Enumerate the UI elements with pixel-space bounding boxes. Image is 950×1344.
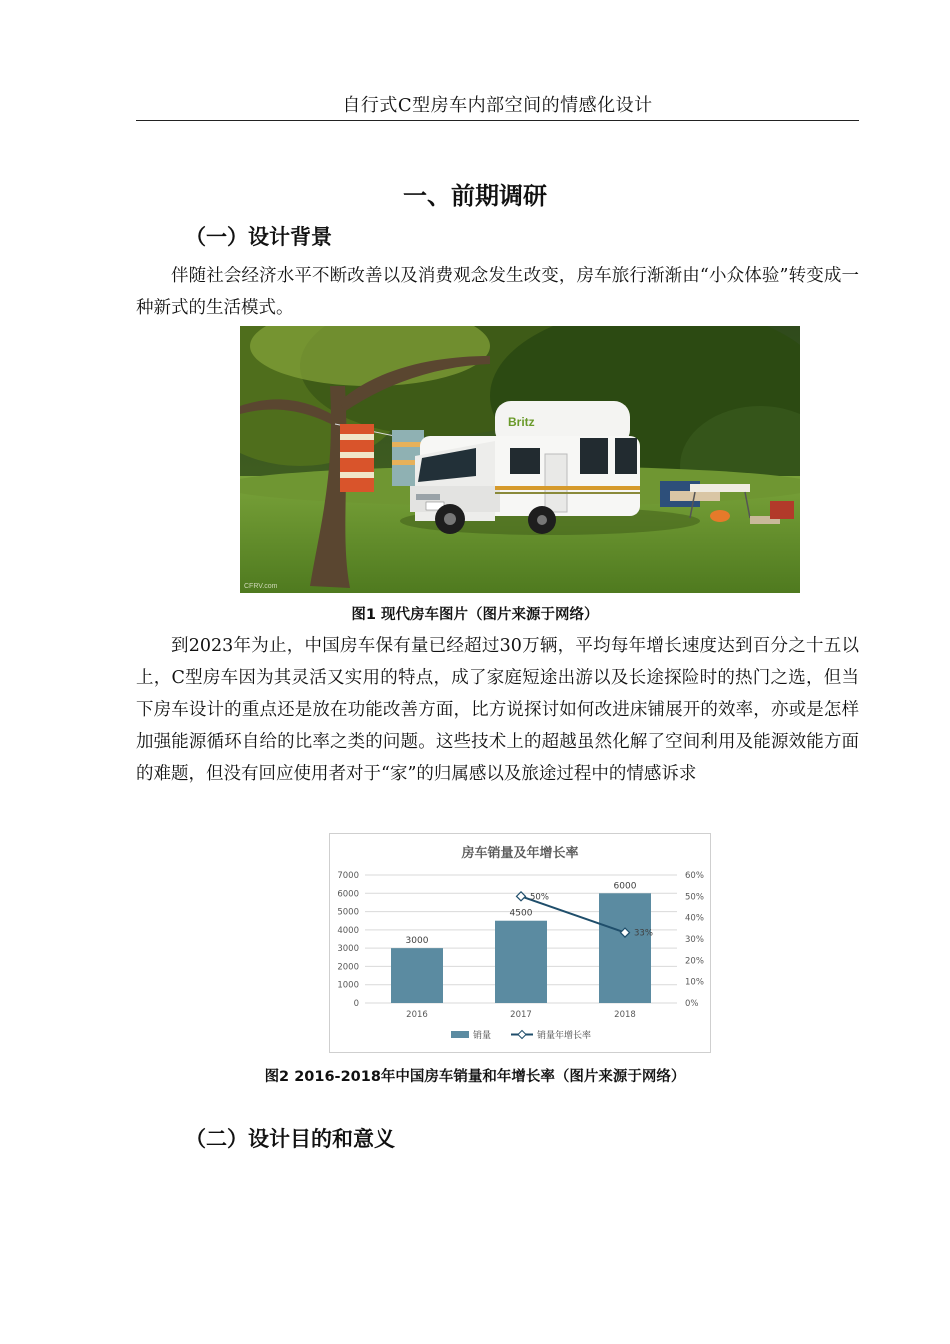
y-right-tick-label: 0% xyxy=(685,999,699,1009)
paragraph-market: 到2023年为止，中国房车保有量已经超过30万辆，平均每年增长速度达到百分之十五以上，C型房车因为其灵活又实用的特点，成了家庭短途出游以及长途探险时的热门之选，但当下房车设计的重点还是放在功能改善方面，比方说探讨如何改进床铺展开的效率，亦或是怎样加强能源循环自给的比率之类的问题。这些技术上的超越虽然化解了空间利用及能源效能方面的难题，但没有回应使用者对于“家”的归属感以及旅途过程中的情感诉求 xyxy=(136,636,859,784)
x-tick-label: 2016 xyxy=(406,1010,428,1020)
bar xyxy=(599,893,651,1003)
figure1-caption: 图1 现代房车图片（图片来源于网络） xyxy=(351,607,599,623)
rv-photo xyxy=(240,326,800,593)
y-right-tick-label: 30% xyxy=(685,935,704,945)
bar-value-label: 6000 xyxy=(613,881,637,892)
paragraph-intro: 伴随社会经济水平不断改善以及消费观念发生改变，房车旅行渐渐由“小众体验”转变成一种新式的生活模式。 xyxy=(136,266,859,318)
subsection-heading-purpose: （二）设计目的和意义 xyxy=(185,1127,395,1151)
subsection-heading-background: （一）设计背景 xyxy=(185,225,332,249)
bar xyxy=(495,921,547,1003)
growth-value-label: 50% xyxy=(530,892,549,903)
legend-label-bar: 销量 xyxy=(473,1031,492,1041)
y-right-tick-label: 50% xyxy=(685,892,704,903)
y-right-tick-label: 10% xyxy=(685,977,704,988)
y-left-tick-label: 4000 xyxy=(337,925,359,936)
bar-value-label: 3000 xyxy=(405,936,429,947)
y-left-tick-label: 1000 xyxy=(337,980,359,991)
y-left-tick-label: 3000 xyxy=(337,944,359,955)
x-tick-label: 2017 xyxy=(510,1010,532,1020)
figure2-caption: 图2 2016-2018年中国房车销量和年增长率（图片来源于网络） xyxy=(264,1069,686,1085)
chart-title: 房车销量及年增长率 xyxy=(461,846,579,861)
brand-logo-text: Britz xyxy=(508,415,535,429)
y-right-tick-label: 60% xyxy=(685,871,704,881)
watermark: CFRV.com xyxy=(244,583,278,590)
y-left-tick-label: 7000 xyxy=(337,871,359,881)
y-right-tick-label: 40% xyxy=(685,913,704,924)
legend-swatch-bar xyxy=(451,1031,469,1038)
sales-chart xyxy=(329,833,711,1053)
y-left-tick-label: 5000 xyxy=(337,907,359,918)
y-left-tick-label: 0 xyxy=(353,999,359,1009)
section-heading: 一、前期调研 xyxy=(403,182,547,210)
x-tick-label: 2018 xyxy=(614,1010,636,1020)
y-right-tick-label: 20% xyxy=(685,956,704,967)
y-left-tick-label: 2000 xyxy=(337,962,359,973)
y-left-tick-label: 6000 xyxy=(337,889,359,900)
legend-label-line: 销量年增长率 xyxy=(537,1031,592,1041)
bar xyxy=(391,948,443,1003)
bar-value-label: 4500 xyxy=(509,908,533,919)
growth-value-label: 33% xyxy=(634,928,653,939)
running-header: 自行式C型房车内部空间的情感化设计 xyxy=(136,92,859,121)
